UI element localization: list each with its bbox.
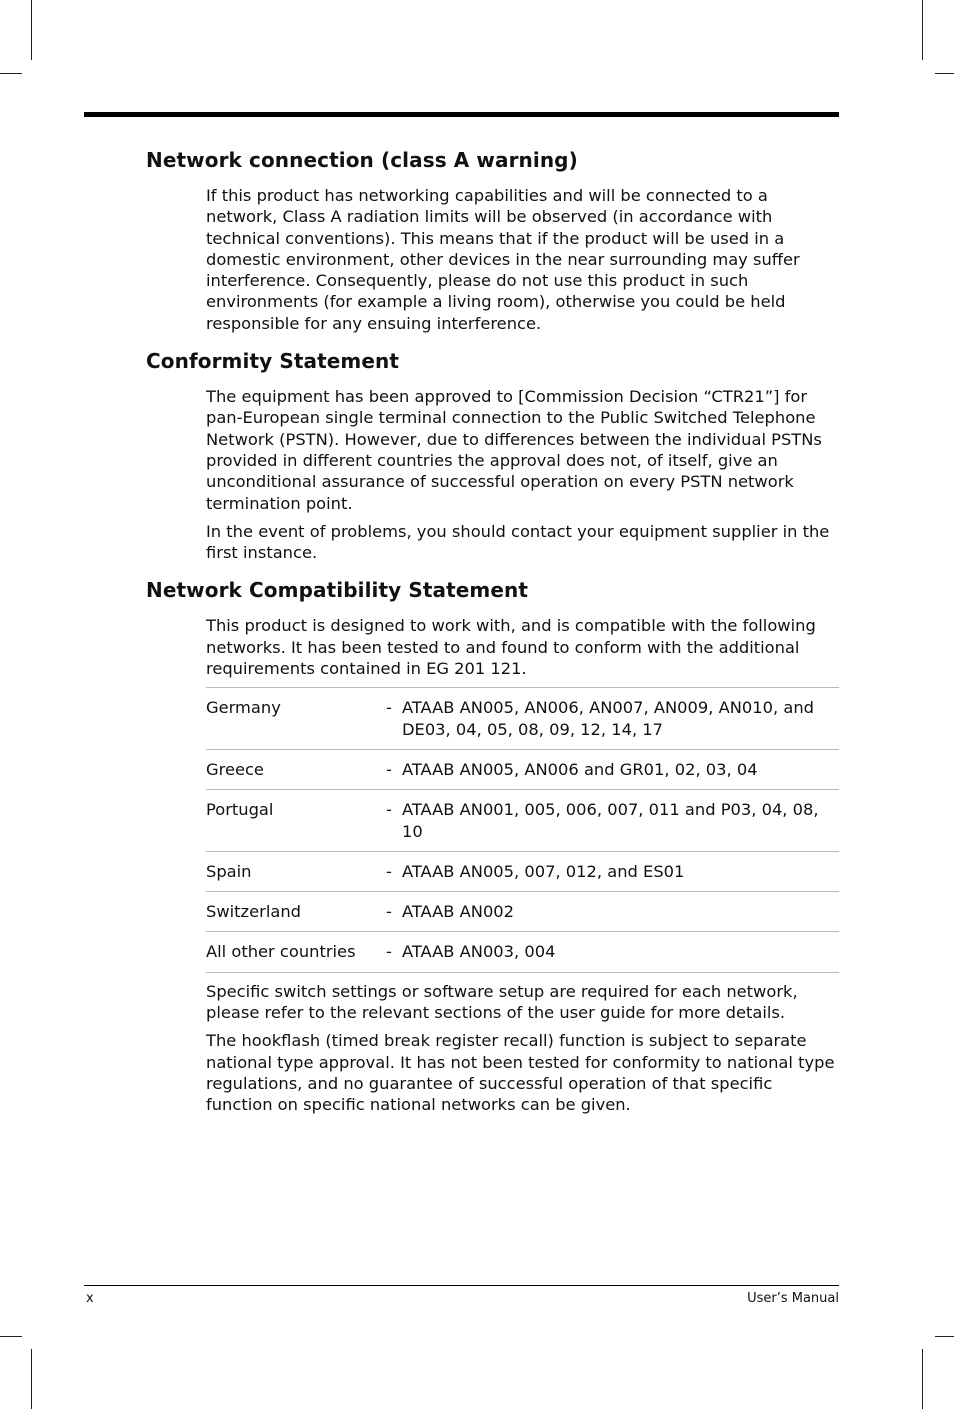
country-cell: Spain — [206, 861, 252, 881]
spec-cell: ATAAB AN001, 005, 006, 007, 011 and P03, 04, 08, 10 — [402, 800, 819, 841]
section-compatibility — [146, 575, 839, 1115]
paragraph: The equipment has been approved to [Commission Decision “CTR21”] for pan-European single terminal connection to the Public Switched Telephone Network (PSTN). However, due to differences between the individual PSTNs provided in different countries the approval does not, of itself, give an unconditional assurance of successful operation on every PSTN network termination point. — [206, 387, 822, 513]
paragraph: If this product has networking capabilities and will be connected to a network, Class A radiation limits will be observed (in accordance with technical conventions). This means that if the product will be used in a domestic environment, other devices in the near surrounding may suffer interference. Consequently, please do not use this product in such environments (for example a living room), otherwise you could be held responsible for any ensuing interference. — [206, 186, 800, 333]
spec-cell: ATAAB AN005, 007, 012, and ES01 — [402, 861, 685, 881]
dash-cell: - — [386, 800, 392, 820]
spec-cell: ATAAB AN003, 004 — [402, 942, 556, 962]
table-row — [206, 790, 839, 852]
spec-cell: ATAAB AN005, AN006, AN007, AN009, AN010, and DE03, 04, 05, 08, 09, 12, 14, 17 — [402, 698, 814, 739]
section-body — [206, 185, 839, 334]
spec-cell: ATAAB AN002 — [402, 902, 515, 922]
paragraph: Specific switch settings or software setup are required for each network, please refer to the relevant sections of the user guide for more details. — [206, 981, 798, 1023]
section-heading: Conformity Statement — [146, 349, 400, 374]
section-conformity — [146, 346, 839, 563]
country-cell: Portugal — [206, 800, 274, 820]
crop-mark — [922, 1349, 923, 1409]
table-row — [206, 688, 839, 750]
dash-cell: - — [386, 942, 392, 962]
table-row — [206, 892, 839, 932]
crop-mark — [0, 1336, 22, 1337]
crop-mark — [31, 1349, 32, 1409]
paragraph: The hookflash (timed break register recall) function is subject to separate national type approval. It has not been tested for conformity to national type regulations, and no guarantee of successful operation of that specific function on specific national networks can be given. — [206, 1031, 835, 1115]
crop-mark — [0, 73, 22, 74]
crop-mark — [935, 1336, 954, 1337]
section-heading: Network connection (class A warning) — [146, 148, 578, 172]
country-cell: All other countries — [206, 942, 356, 962]
manual-title: User’s Manual — [747, 1291, 839, 1306]
dash-cell: - — [386, 902, 392, 922]
dash-cell: - — [386, 759, 392, 779]
page-number: x — [86, 1291, 94, 1306]
page-content — [146, 145, 839, 1128]
table-row — [206, 749, 839, 789]
country-cell: Germany — [206, 698, 281, 718]
table-row — [206, 851, 839, 891]
footer-rule — [84, 1285, 839, 1286]
section-body — [206, 615, 839, 1115]
paragraph: In the event of problems, you should contact your equipment supplier in the first instance. — [206, 521, 830, 563]
crop-mark — [922, 0, 923, 60]
spec-cell: ATAAB AN005, AN006 and GR01, 02, 03, 04 — [402, 759, 758, 779]
dash-cell: - — [386, 861, 392, 881]
dash-cell: - — [386, 698, 392, 718]
section-heading: Network Compatibility Statement — [146, 578, 529, 603]
crop-mark — [935, 73, 954, 74]
network-table — [206, 687, 839, 972]
header-rule — [84, 112, 839, 117]
table-row — [206, 932, 839, 972]
section-network-connection — [146, 145, 839, 334]
country-cell: Greece — [206, 759, 264, 779]
paragraph: This product is designed to work with, and is compatible with the following networks. It has been tested to and found to conform with the additional requirements contained in EG 201 121. — [206, 616, 816, 679]
section-body — [206, 386, 839, 563]
country-cell: Switzerland — [206, 902, 301, 922]
crop-mark — [31, 0, 32, 60]
